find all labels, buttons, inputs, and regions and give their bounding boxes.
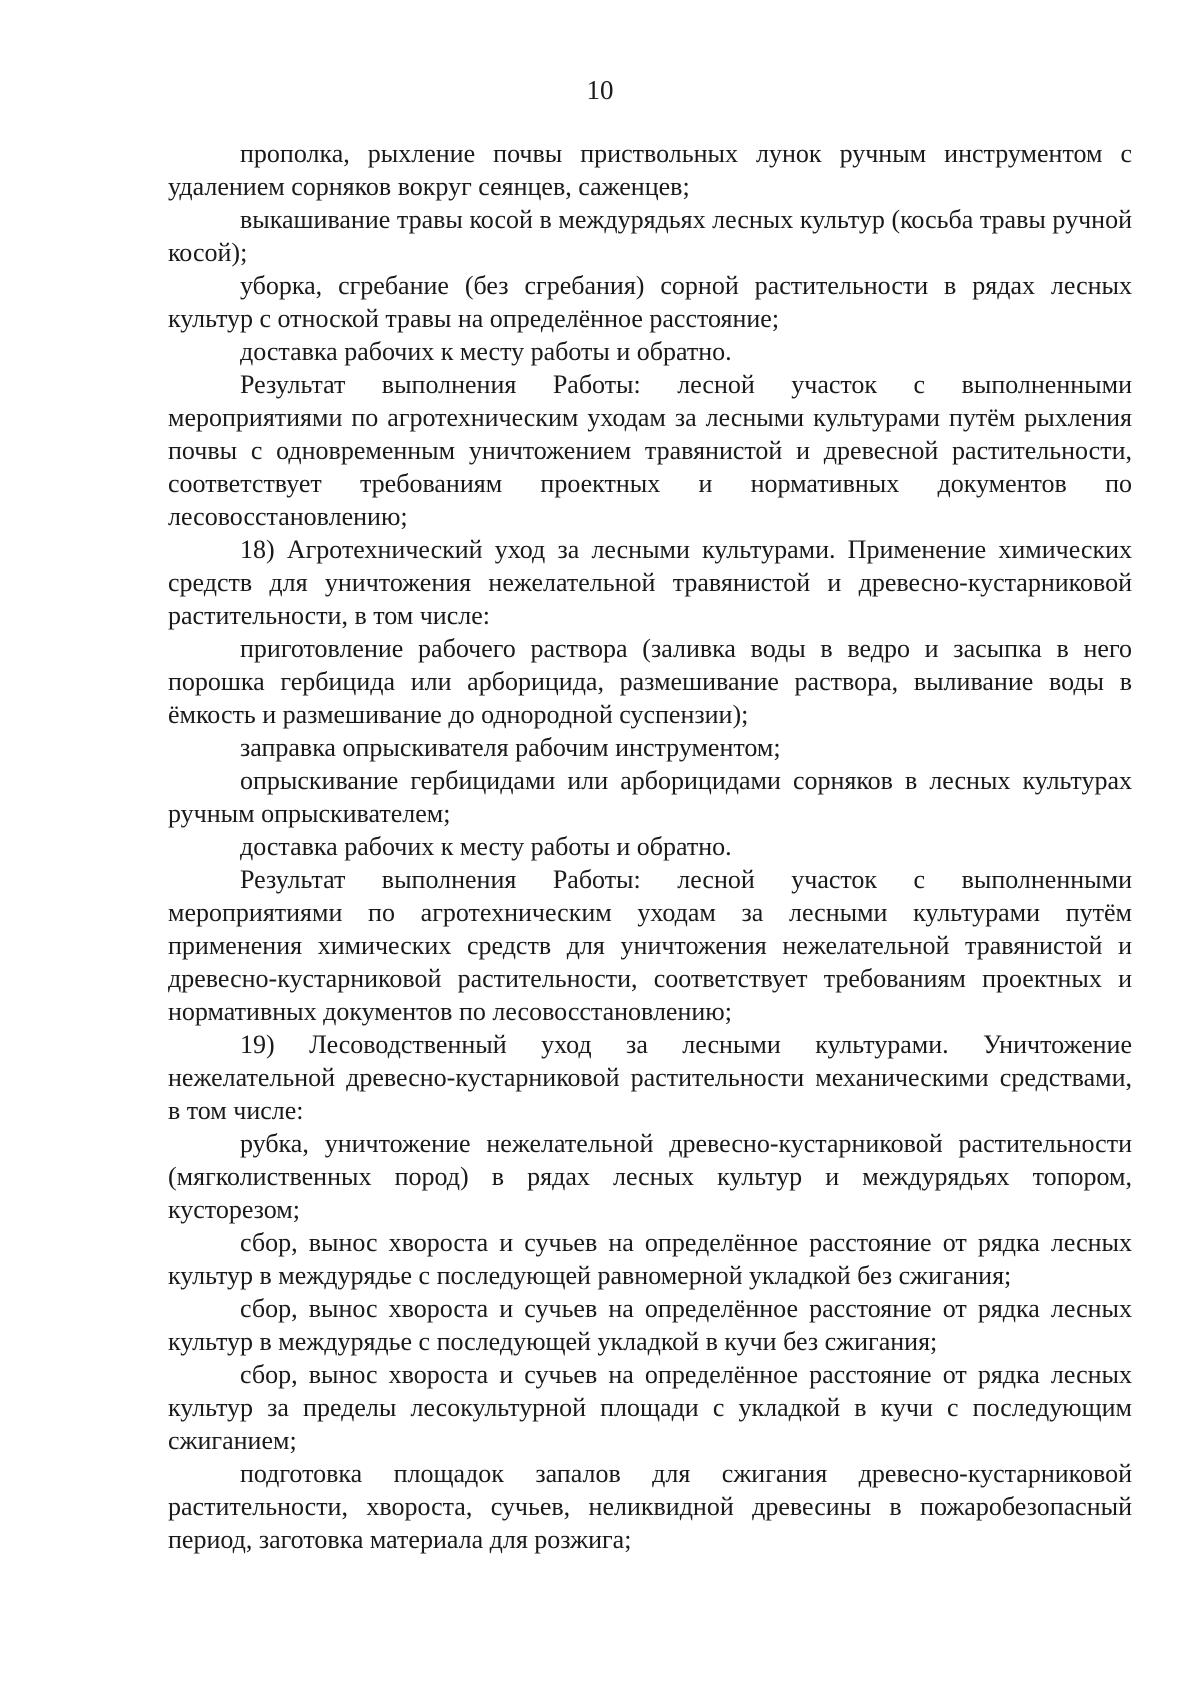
paragraph-brushwood-burning: сбор, вынос хвороста и сучьев на определённое расстояние от рядка лесных культур за пределы лесокультурной площади с укладкой в кучи с последующим сжиганием; bbox=[168, 1360, 1132, 1455]
paragraph-brushwood-even-laying: сбор, вынос хвороста и сучьев на определённое расстояние от рядка лесных культур в междурядье с последующей равномерной укладкой без сжигания; bbox=[168, 1228, 1132, 1290]
paragraph-worker-delivery-2: доставка рабочих к месту работы и обратно. bbox=[240, 832, 732, 861]
paragraph-result-chemical: Результат выполнения Работы: лесной участок с выполненными мероприятиями по агротехническим уходам за лесными культурами путём применения химических средств для уничтожения нежелательной травянистой и древесно-кустарниковой растительности, соответствует требованиям проектных и нормативных документов по лесовосстановлению; bbox=[168, 865, 1132, 1026]
paragraph-result-loosening: Результат выполнения Работы: лесной участок с выполненными мероприятиями по агротехническим уходам за лесными культурами путём рыхления почвы с одновременным уничтожением травянистой и древесной растительности, соответствует требованиям проектных и нормативных документов по лесовосстановлению; bbox=[168, 370, 1132, 531]
page-number: 10 bbox=[586, 75, 614, 105]
document-body bbox=[168, 137, 1132, 1556]
paragraph-item-18-heading: 18) Агротехнический уход за лесными культурами. Применение химических средств для уничтожения нежелательной травянистой и древесно-кустарниковой растительности, в том числе: bbox=[168, 535, 1132, 630]
paragraph-cutting: рубка, уничтожение нежелательной древесно-кустарниковой растительности (мягколиственных пород) в рядах лесных культур и междурядьях топором, кусторезом; bbox=[168, 1129, 1132, 1224]
paragraph-brushwood-piles: сбор, вынос хвороста и сучьев на определённое расстояние от рядка лесных культур в междурядье с последующей укладкой в кучи без сжигания; bbox=[168, 1294, 1132, 1356]
paragraph-solution-preparation: приготовление рабочего раствора (заливка воды в ведро и засыпка в него порошка гербицида или арборицида, размешивание раствора, выливание воды в ёмкость и размешивание до однородной суспензии); bbox=[168, 634, 1132, 729]
paragraph-item-19-heading: 19) Лесоводственный уход за лесными культурами. Уничтожение нежелательной древесно-кустарниковой растительности механическими средствами, в том числе: bbox=[168, 1030, 1132, 1125]
paragraph-raking: уборка, сгребание (без сгребания) сорной растительности в рядах лесных культур с отноской травы на определённое расстояние; bbox=[168, 271, 1132, 333]
paragraph-spraying: опрыскивание гербицидами или арборицидами сорняков в лесных культурах ручным опрыскивателем; bbox=[168, 766, 1132, 828]
paragraph-mowing: выкашивание травы косой в междурядьях лесных культур (косьба травы ручной косой); bbox=[168, 205, 1132, 267]
paragraph-weeding: прополка, рыхление почвы приствольных лунок ручным инструментом с удалением сорняков вокруг сеянцев, саженцев; bbox=[168, 139, 1132, 201]
paragraph-worker-delivery: доставка рабочих к месту работы и обратно. bbox=[240, 337, 732, 366]
paragraph-sprayer-refill: заправка опрыскивателя рабочим инструментом; bbox=[240, 733, 781, 762]
paragraph-burning-sites: подготовка площадок запалов для сжигания древесно-кустарниковой растительности, хвороста, сучьев, неликвидной древесины в пожаробезопасный период, заготовка материала для розжига; bbox=[168, 1459, 1132, 1554]
